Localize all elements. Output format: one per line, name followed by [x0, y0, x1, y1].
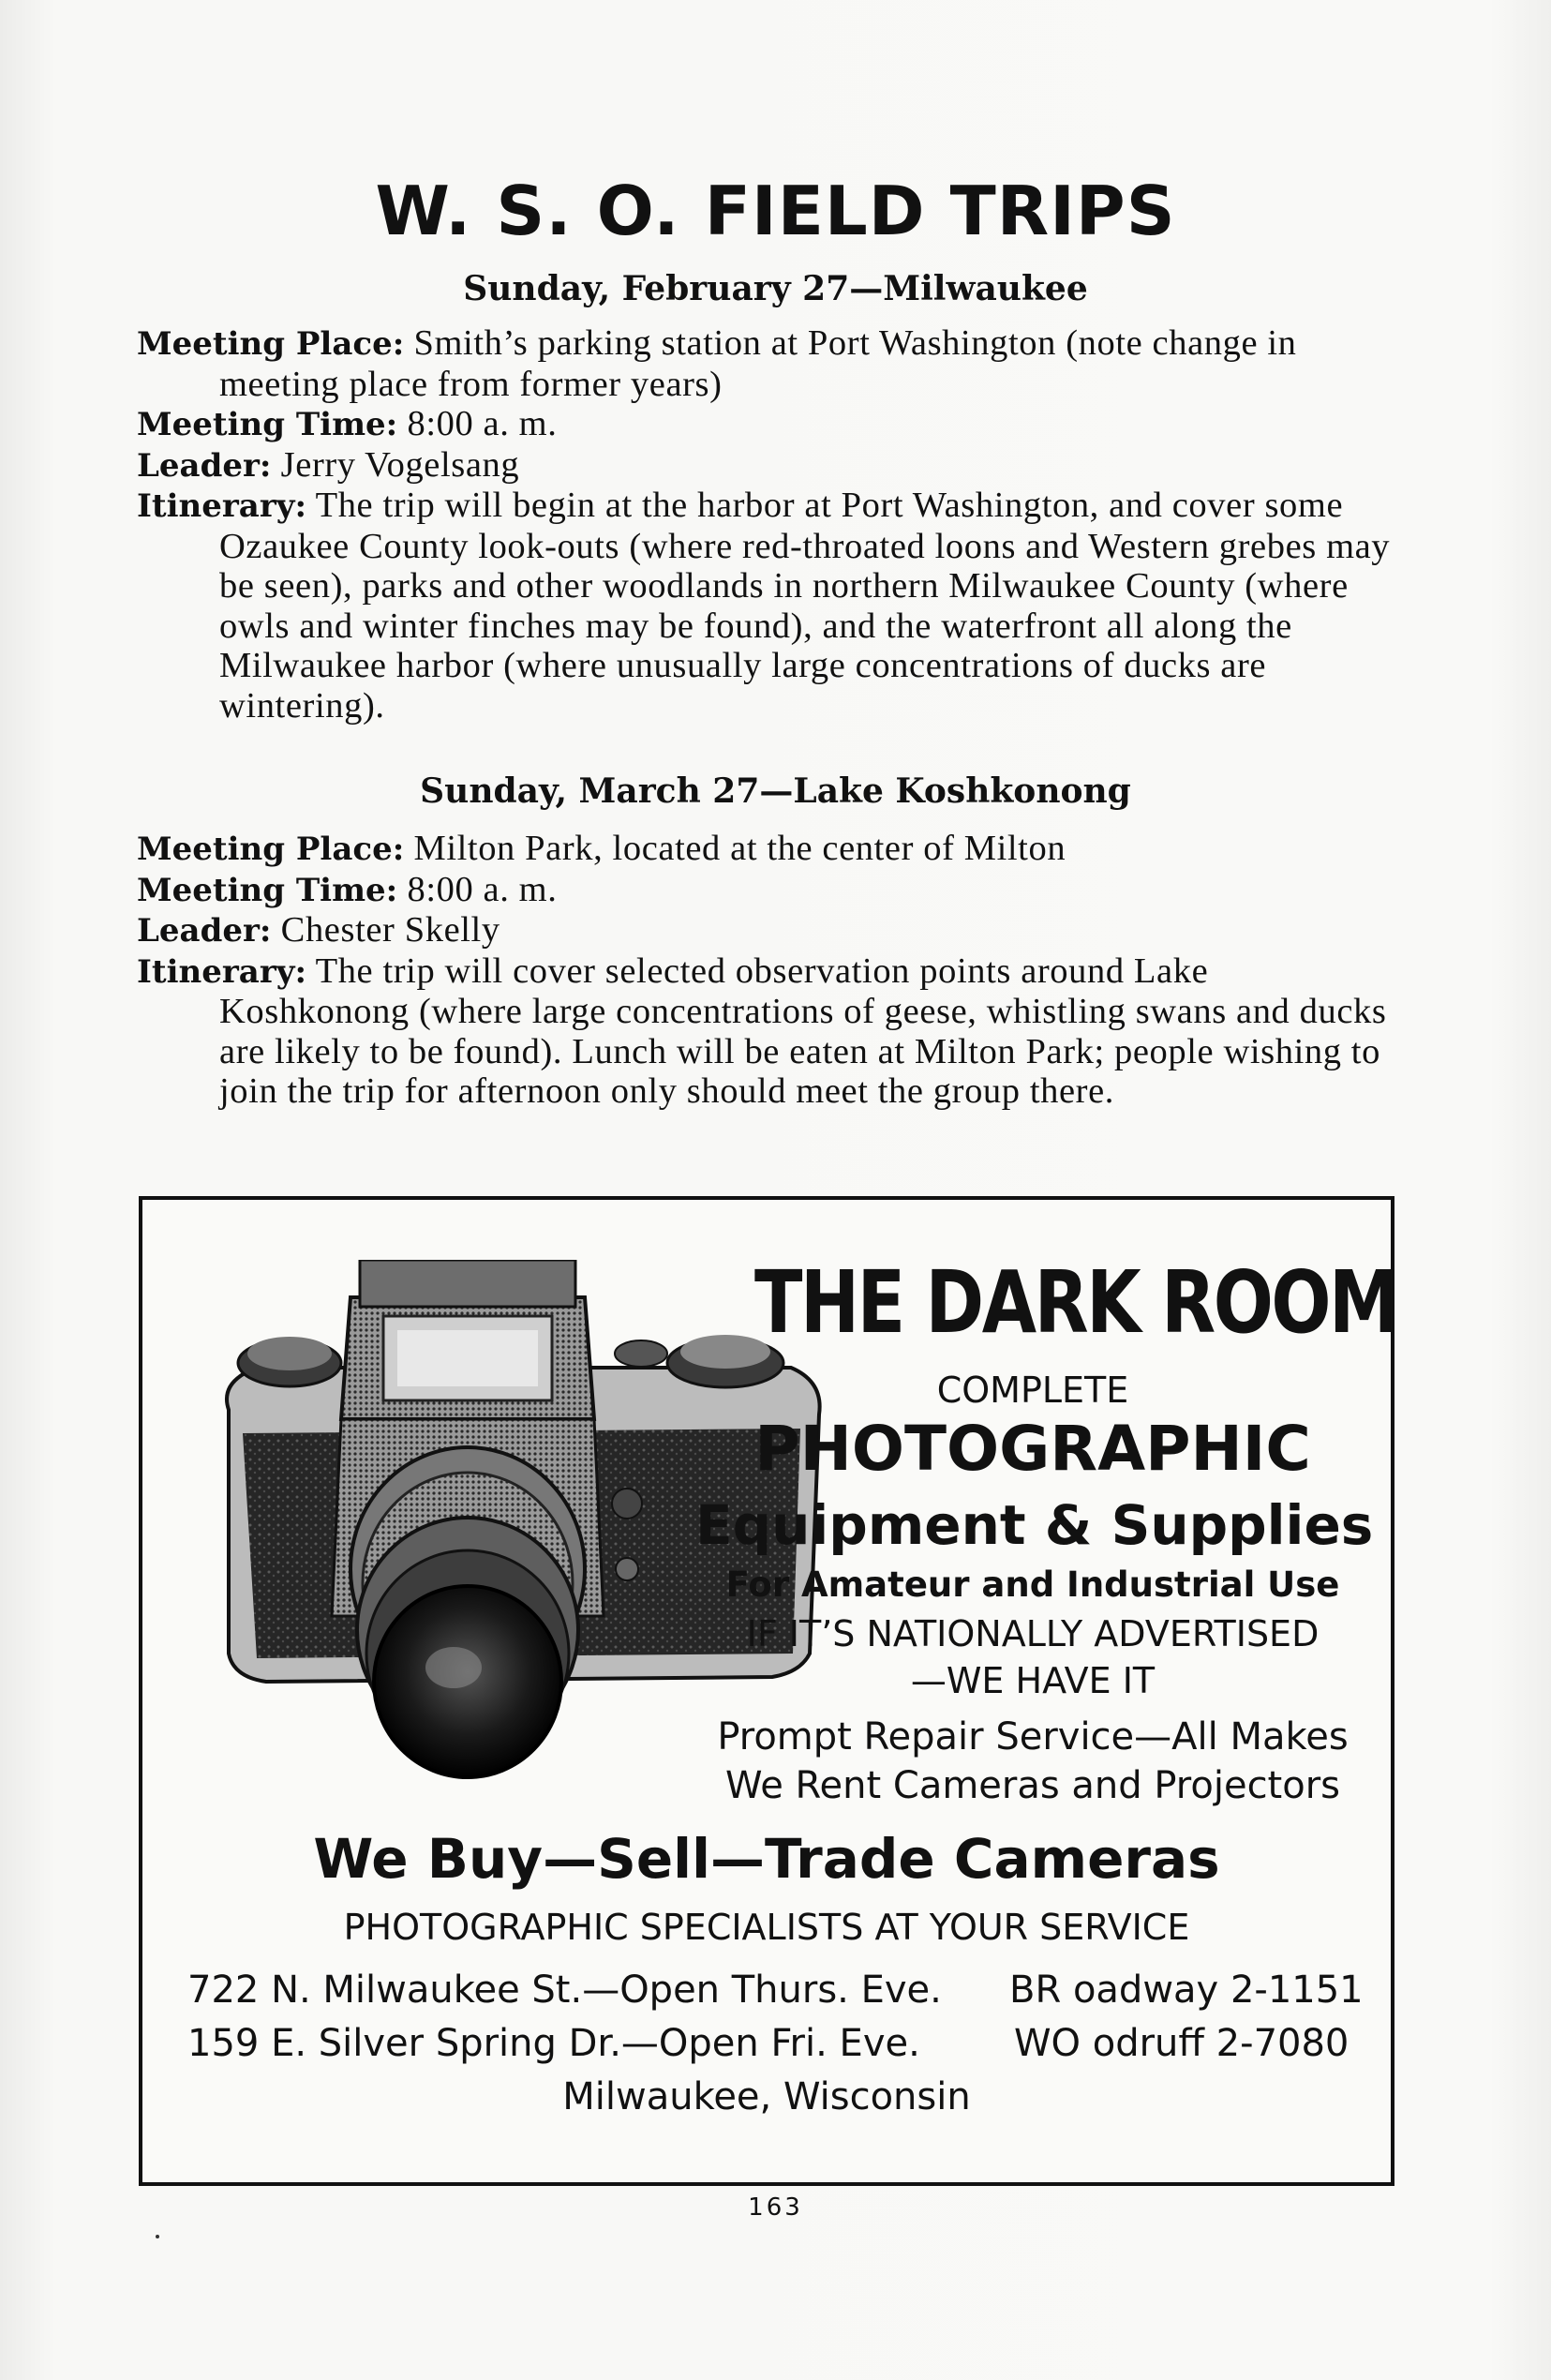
trip-2-meeting-time: [137, 870, 1397, 911]
ad-specialists-line: PHOTOGRAPHIC SPECIALISTS AT YOUR SERVICE: [343, 1907, 1190, 1948]
meeting-time-value: 8:00 a. m.: [407, 404, 558, 443]
meeting-time-value: 8:00 a. m.: [407, 869, 558, 909]
leader-label: Leader:: [137, 912, 272, 950]
print-speck: [156, 2235, 159, 2238]
dark-room-advertisement: [139, 1196, 1397, 2186]
page-number: 163: [748, 2193, 803, 2222]
ad-national-line-2: —WE HAVE IT: [910, 1660, 1156, 1701]
ad-phone-1: BR oadway 2-1151: [1009, 1968, 1364, 2012]
meeting-place-value: Milton Park, located at the center of Milton: [413, 829, 1066, 868]
itinerary-value: The trip will cover selected observation points around Lake Koshkonong (where large concentrations of geese, whistling swans and ducks are likely to be found). Lunch will be eaten at Milton Park; people wishing to join the trip for afternoon only should meet the group there.: [219, 951, 1387, 1111]
ad-address-1: 722 N. Milwaukee St.—Open Thurs. Eve.: [187, 1968, 942, 2012]
ad-buy-sell-trade-line: We Buy—Sell—Trade Cameras: [313, 1827, 1220, 1891]
leader-value: Chester Skelly: [280, 910, 500, 950]
ad-address-2: 159 E. Silver Spring Dr.—Open Fri. Eve.: [187, 2022, 920, 2065]
ad-phone-2: WO odruff 2-7080: [1014, 2022, 1350, 2065]
meeting-place-label: Meeting Place:: [137, 325, 405, 363]
ad-photographic-line: PHOTOGRAPHIC: [754, 1413, 1311, 1485]
trip-1-leader: [137, 445, 1397, 486]
meeting-time-label: Meeting Time:: [137, 406, 398, 443]
ad-rent-line: We Rent Cameras and Projectors: [725, 1764, 1340, 1807]
trip-1: [137, 323, 1397, 726]
ad-equipment-line: Equipment & Supplies: [695, 1493, 1374, 1557]
trip-1-meeting-time: [137, 404, 1397, 445]
itinerary-label: Itinerary:: [137, 952, 307, 991]
ad-national-line-1: IF IT’S NATIONALLY ADVERTISED: [746, 1613, 1320, 1654]
trip-2-meeting-place: [137, 829, 1397, 870]
itinerary-value: The trip will begin at the harbor at Port Washington, and cover some Ozaukee County look-outs (where red-throated loons and Western grebes may be seen), parks and other woodlands in northern Milwaukee County (where owls and winter finches may be found), and the waterfront all along the Milwaukee harbor (where unusually large concentrations of ducks are wintering).: [219, 486, 1391, 726]
trip-2: [137, 829, 1397, 1112]
meeting-place-label: Meeting Place:: [137, 831, 405, 868]
trip-1-date: Sunday, February 27—Milwaukee: [463, 269, 1088, 308]
trip-1-meeting-place: [137, 323, 1397, 404]
meeting-time-label: Meeting Time:: [137, 871, 398, 909]
itinerary-label: Itinerary:: [137, 487, 307, 525]
meeting-place-value: Smith’s parking station at Port Washington (note change in meeting place from former years): [219, 323, 1297, 404]
leader-label: Leader:: [137, 446, 272, 485]
ad-city: Milwaukee, Wisconsin: [562, 2075, 971, 2118]
ad-complete-line: COMPLETE: [936, 1370, 1129, 1411]
page-title: W. S. O. FIELD TRIPS: [375, 172, 1176, 250]
trip-2-date: Sunday, March 27—Lake Koshkonong: [420, 771, 1131, 811]
leader-value: Jerry Vogelsang: [280, 444, 520, 485]
ad-use-line: For Amateur and Industrial Use: [725, 1564, 1340, 1605]
trip-2-leader: [137, 910, 1397, 951]
ad-repair-line: Prompt Repair Service—All Makes: [717, 1715, 1349, 1759]
ad-store-name: THE DARK ROOM: [754, 1252, 1397, 1353]
trip-2-itinerary: [137, 951, 1397, 1112]
trip-1-itinerary: [137, 486, 1397, 726]
